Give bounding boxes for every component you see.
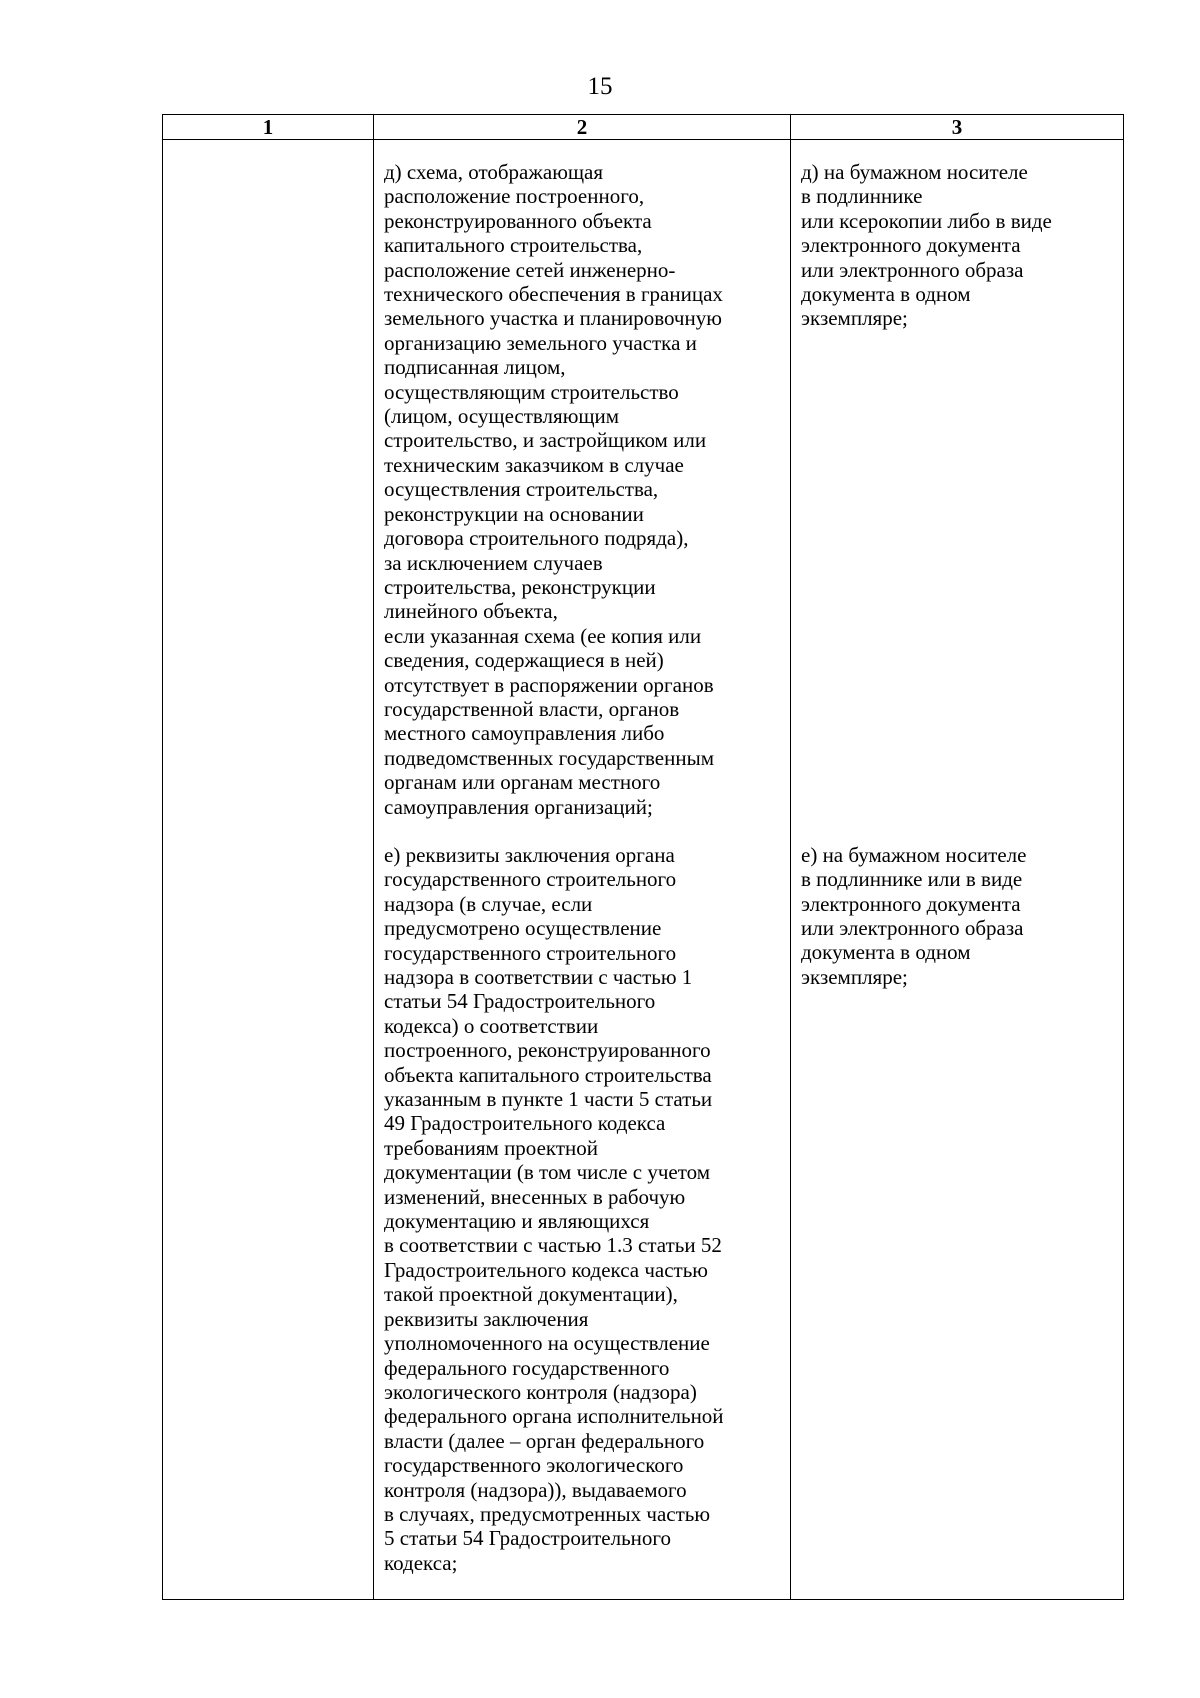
text-line: в случаях, предусмотренных частью bbox=[384, 1501, 711, 1526]
text-line: строительство, и застройщиком или bbox=[384, 428, 707, 453]
text-line: контроля (надзора)), выдаваемого bbox=[384, 1477, 687, 1502]
page-number: 15 bbox=[587, 73, 613, 100]
table-header-row bbox=[163, 115, 1124, 140]
text-line: государственного строительного bbox=[384, 867, 677, 892]
text-line: или ксерокопии либо в виде bbox=[801, 208, 1052, 233]
text-line: кодекса; bbox=[384, 1550, 458, 1575]
text-line: реконструкции на основании bbox=[384, 501, 644, 526]
text-line: (лицом, осуществляющим bbox=[384, 404, 620, 429]
text-line: если указанная схема (ее копия или bbox=[384, 623, 702, 648]
text-line: Градостроительного кодекса частью bbox=[384, 1257, 708, 1282]
text-line: расположение сетей инженерно- bbox=[384, 257, 676, 282]
text-line: самоуправления организаций; bbox=[384, 794, 653, 819]
text-line: осуществления строительства, bbox=[384, 477, 659, 502]
text-line: в подлиннике или в виде bbox=[801, 867, 1023, 892]
text-line: д) на бумажном носителе bbox=[801, 160, 1028, 184]
text-line: документа в одном bbox=[801, 940, 971, 965]
text-line: государственной власти, органов bbox=[384, 696, 680, 721]
text-line: д) схема, отображающая bbox=[384, 160, 604, 184]
text-line: подведомственных государственным bbox=[384, 745, 715, 770]
text-line: е) реквизиты заключения органа bbox=[384, 842, 675, 867]
text-line: изменений, внесенных в рабочую bbox=[384, 1184, 686, 1209]
text-line: электронного документа bbox=[801, 233, 1021, 258]
column-header-1: 1 bbox=[163, 115, 374, 140]
text-line: расположение построенного, bbox=[384, 184, 645, 209]
column-2-cell bbox=[374, 140, 791, 1600]
text-line: уполномоченного на осуществление bbox=[384, 1331, 710, 1356]
text-line: надзора в соответствии с частью 1 bbox=[384, 965, 693, 989]
text-line: в соответствии с частью 1.3 статьи 52 bbox=[384, 1233, 722, 1258]
text-line: или электронного образа bbox=[801, 916, 1024, 941]
column-1-text bbox=[163, 140, 373, 160]
text-line: экземпляре; bbox=[801, 306, 908, 331]
text-line: реквизиты заключения bbox=[384, 1306, 589, 1331]
text-line: статьи 54 Градостроительного bbox=[384, 989, 656, 1014]
text-line: надзора (в случае, если bbox=[384, 891, 593, 916]
text-line: местного самоуправления либо bbox=[384, 721, 665, 746]
column-1-cell bbox=[163, 140, 374, 1600]
text-line: в подлиннике bbox=[801, 184, 923, 209]
text-line: капитального строительства, bbox=[384, 233, 643, 258]
text-line: строительства, реконструкции bbox=[384, 574, 656, 599]
text-line: техническим заказчиком в случае bbox=[384, 452, 684, 477]
text-line: 49 Градостроительного кодекса bbox=[384, 1111, 666, 1136]
entry-e-description bbox=[384, 843, 782, 1575]
text-line: организацию земельного участка и bbox=[384, 330, 697, 355]
text-line: 5 статьи 54 Градостроительного bbox=[384, 1526, 671, 1551]
text-line: указанным в пункте 1 части 5 статьи bbox=[384, 1087, 713, 1112]
entry-e-submission-form bbox=[801, 843, 1117, 989]
text-line: федерального государственного bbox=[384, 1355, 670, 1380]
column-header-3: 3 bbox=[791, 115, 1124, 140]
text-line: кодекса) о соответствии bbox=[384, 1013, 599, 1038]
text-line: договора строительного подряда), bbox=[384, 526, 689, 551]
text-line: власти (далее – орган федерального bbox=[384, 1428, 705, 1453]
text-line: сведения, содержащиеся в ней) bbox=[384, 648, 664, 673]
text-line: документа в одном bbox=[801, 282, 971, 307]
table-row bbox=[163, 140, 1124, 1600]
text-line: предусмотрено осуществление bbox=[384, 916, 662, 941]
text-line: реконструированного объекта bbox=[384, 208, 652, 233]
text-line: осуществляющим строительство bbox=[384, 379, 679, 404]
text-line: или электронного образа bbox=[801, 257, 1024, 282]
text-line: экологического контроля (надзора) bbox=[384, 1379, 697, 1404]
text-line: федерального органа исполнительной bbox=[384, 1404, 724, 1429]
text-line: органам или органам местного bbox=[384, 770, 661, 795]
text-line: построенного, реконструированного bbox=[384, 1038, 711, 1063]
entry-d-description bbox=[384, 160, 782, 819]
text-line: е) на бумажном носителе bbox=[801, 842, 1027, 867]
text-line: государственного экологического bbox=[384, 1453, 684, 1478]
text-line: подписанная лицом, bbox=[384, 355, 566, 380]
column-3-cell bbox=[791, 140, 1124, 1600]
entry-d-submission-form bbox=[801, 160, 1117, 331]
text-line: объекта капитального строительства bbox=[384, 1062, 712, 1087]
text-line: отсутствует в распоряжении органов bbox=[384, 672, 714, 697]
text-line: экземпляре; bbox=[801, 964, 908, 989]
text-line: линейного объекта, bbox=[384, 599, 558, 624]
text-line: документацию и являющихся bbox=[384, 1209, 650, 1234]
text-line: за исключением случаев bbox=[384, 550, 603, 575]
text-line: электронного документа bbox=[801, 891, 1021, 916]
text-line: земельного участка и планировочную bbox=[384, 306, 722, 331]
column-header-2: 2 bbox=[374, 115, 791, 140]
text-line: требованиям проектной bbox=[384, 1135, 598, 1160]
text-line: технического обеспечения в границах bbox=[384, 282, 723, 307]
requirements-table bbox=[162, 114, 1124, 1600]
text-line: такой проектной документации), bbox=[384, 1282, 678, 1307]
text-line: государственного строительного bbox=[384, 940, 677, 965]
text-line: документации (в том числе с учетом bbox=[384, 1160, 710, 1185]
